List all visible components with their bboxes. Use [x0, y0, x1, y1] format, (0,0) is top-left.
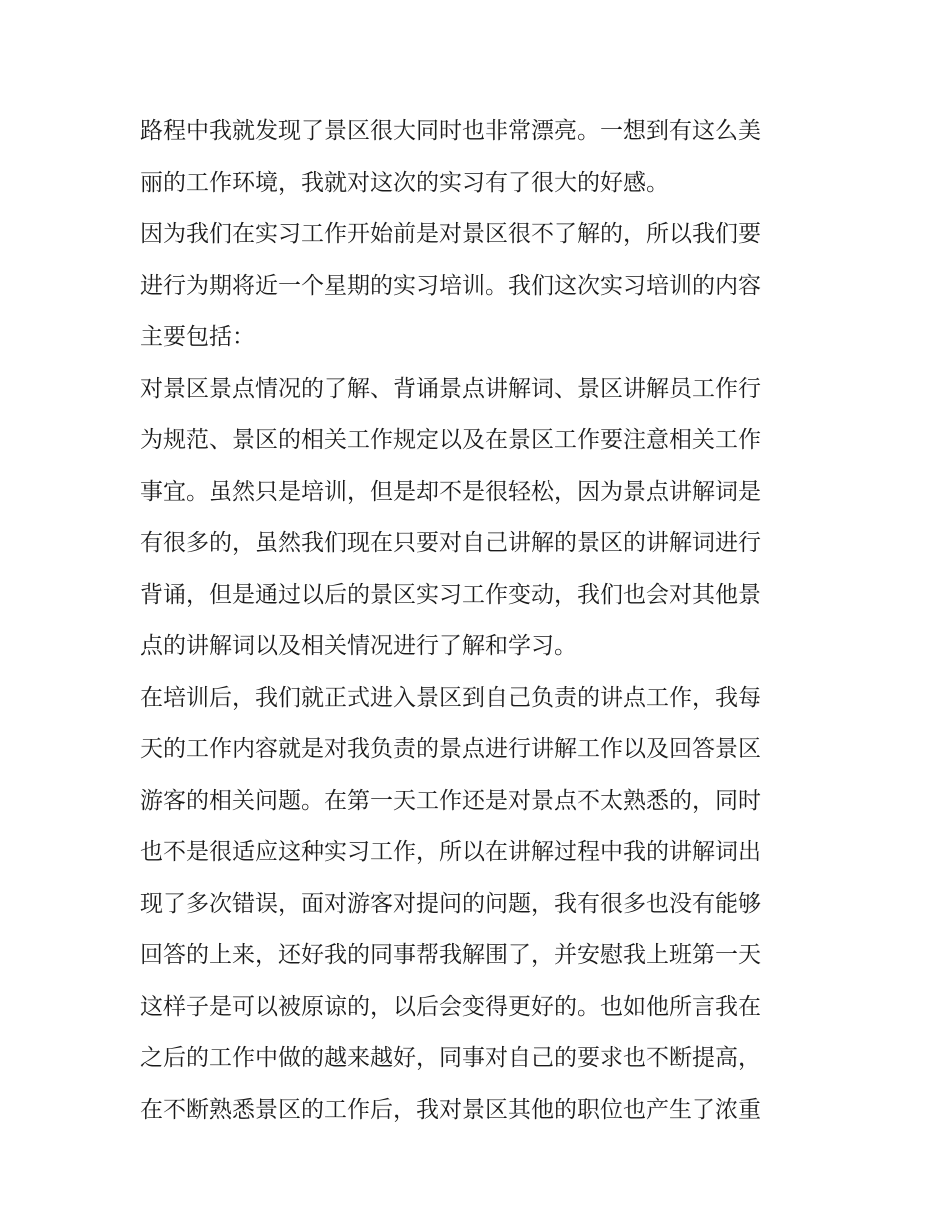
text-line: 在培训后，我们就正式进入景区到自己负责的讲点工作，我每 — [140, 684, 761, 711]
text-line: 也不是很适应这种实习工作，所以在讲解过程中我的讲解词出 — [140, 839, 761, 865]
text-line: 现了多次错误，面对游客对提问的问题，我有很多也没有能够 — [140, 890, 761, 917]
text-line: 回答的上来，还好我的同事帮我解围了，并安慰我上班第一天 — [140, 942, 761, 968]
text-line: 在不断熟悉景区的工作后，我对景区其他的职位也产生了浓重 — [140, 1096, 761, 1123]
text-line: 主要包括： — [140, 324, 255, 350]
text-line: 游客的相关问题。在第一天工作还是对景点不太熟悉的，同时 — [140, 787, 761, 814]
text-line: 因为我们在实习工作开始前是对景区很不了解的，所以我们要 — [140, 221, 761, 247]
text-line: 点的讲解词以及相关情况进行了解和学习。 — [140, 633, 577, 659]
text-line: 路程中我就发现了景区很大同时也非常漂亮。一想到有这么美 — [140, 118, 761, 144]
text-line: 进行为期将近一个星期的实习培训。我们这次实习培训的内容 — [140, 272, 761, 299]
text-line: 为规范、景区的相关工作规定以及在景区工作要注意相关工作 — [140, 427, 761, 453]
text-line: 丽的工作环境，我就对这次的实习有了很大的好感。 — [140, 169, 669, 196]
text-line: 这样子是可以被原谅的，以后会变得更好的。也如他所言我在 — [140, 993, 761, 1020]
text-line: 之后的工作中做的越来越好，同事对自己的要求也不断提高， — [140, 1045, 761, 1071]
text-line: 天的工作内容就是对我负责的景点进行讲解工作以及回答景区 — [140, 736, 761, 762]
body-text — [140, 106, 820, 1136]
text-line: 有很多的，虽然我们现在只要对自己讲解的景区的讲解词进行 — [140, 530, 761, 556]
text-line: 对景区景点情况的了解、背诵景点讲解词、景区讲解员工作行 — [140, 375, 761, 402]
text-line: 事宜。虽然只是培训，但是却不是很轻松，因为景点讲解词是 — [140, 478, 761, 505]
text-line: 背诵，但是通过以后的景区实习工作变动，我们也会对其他景 — [140, 581, 761, 608]
